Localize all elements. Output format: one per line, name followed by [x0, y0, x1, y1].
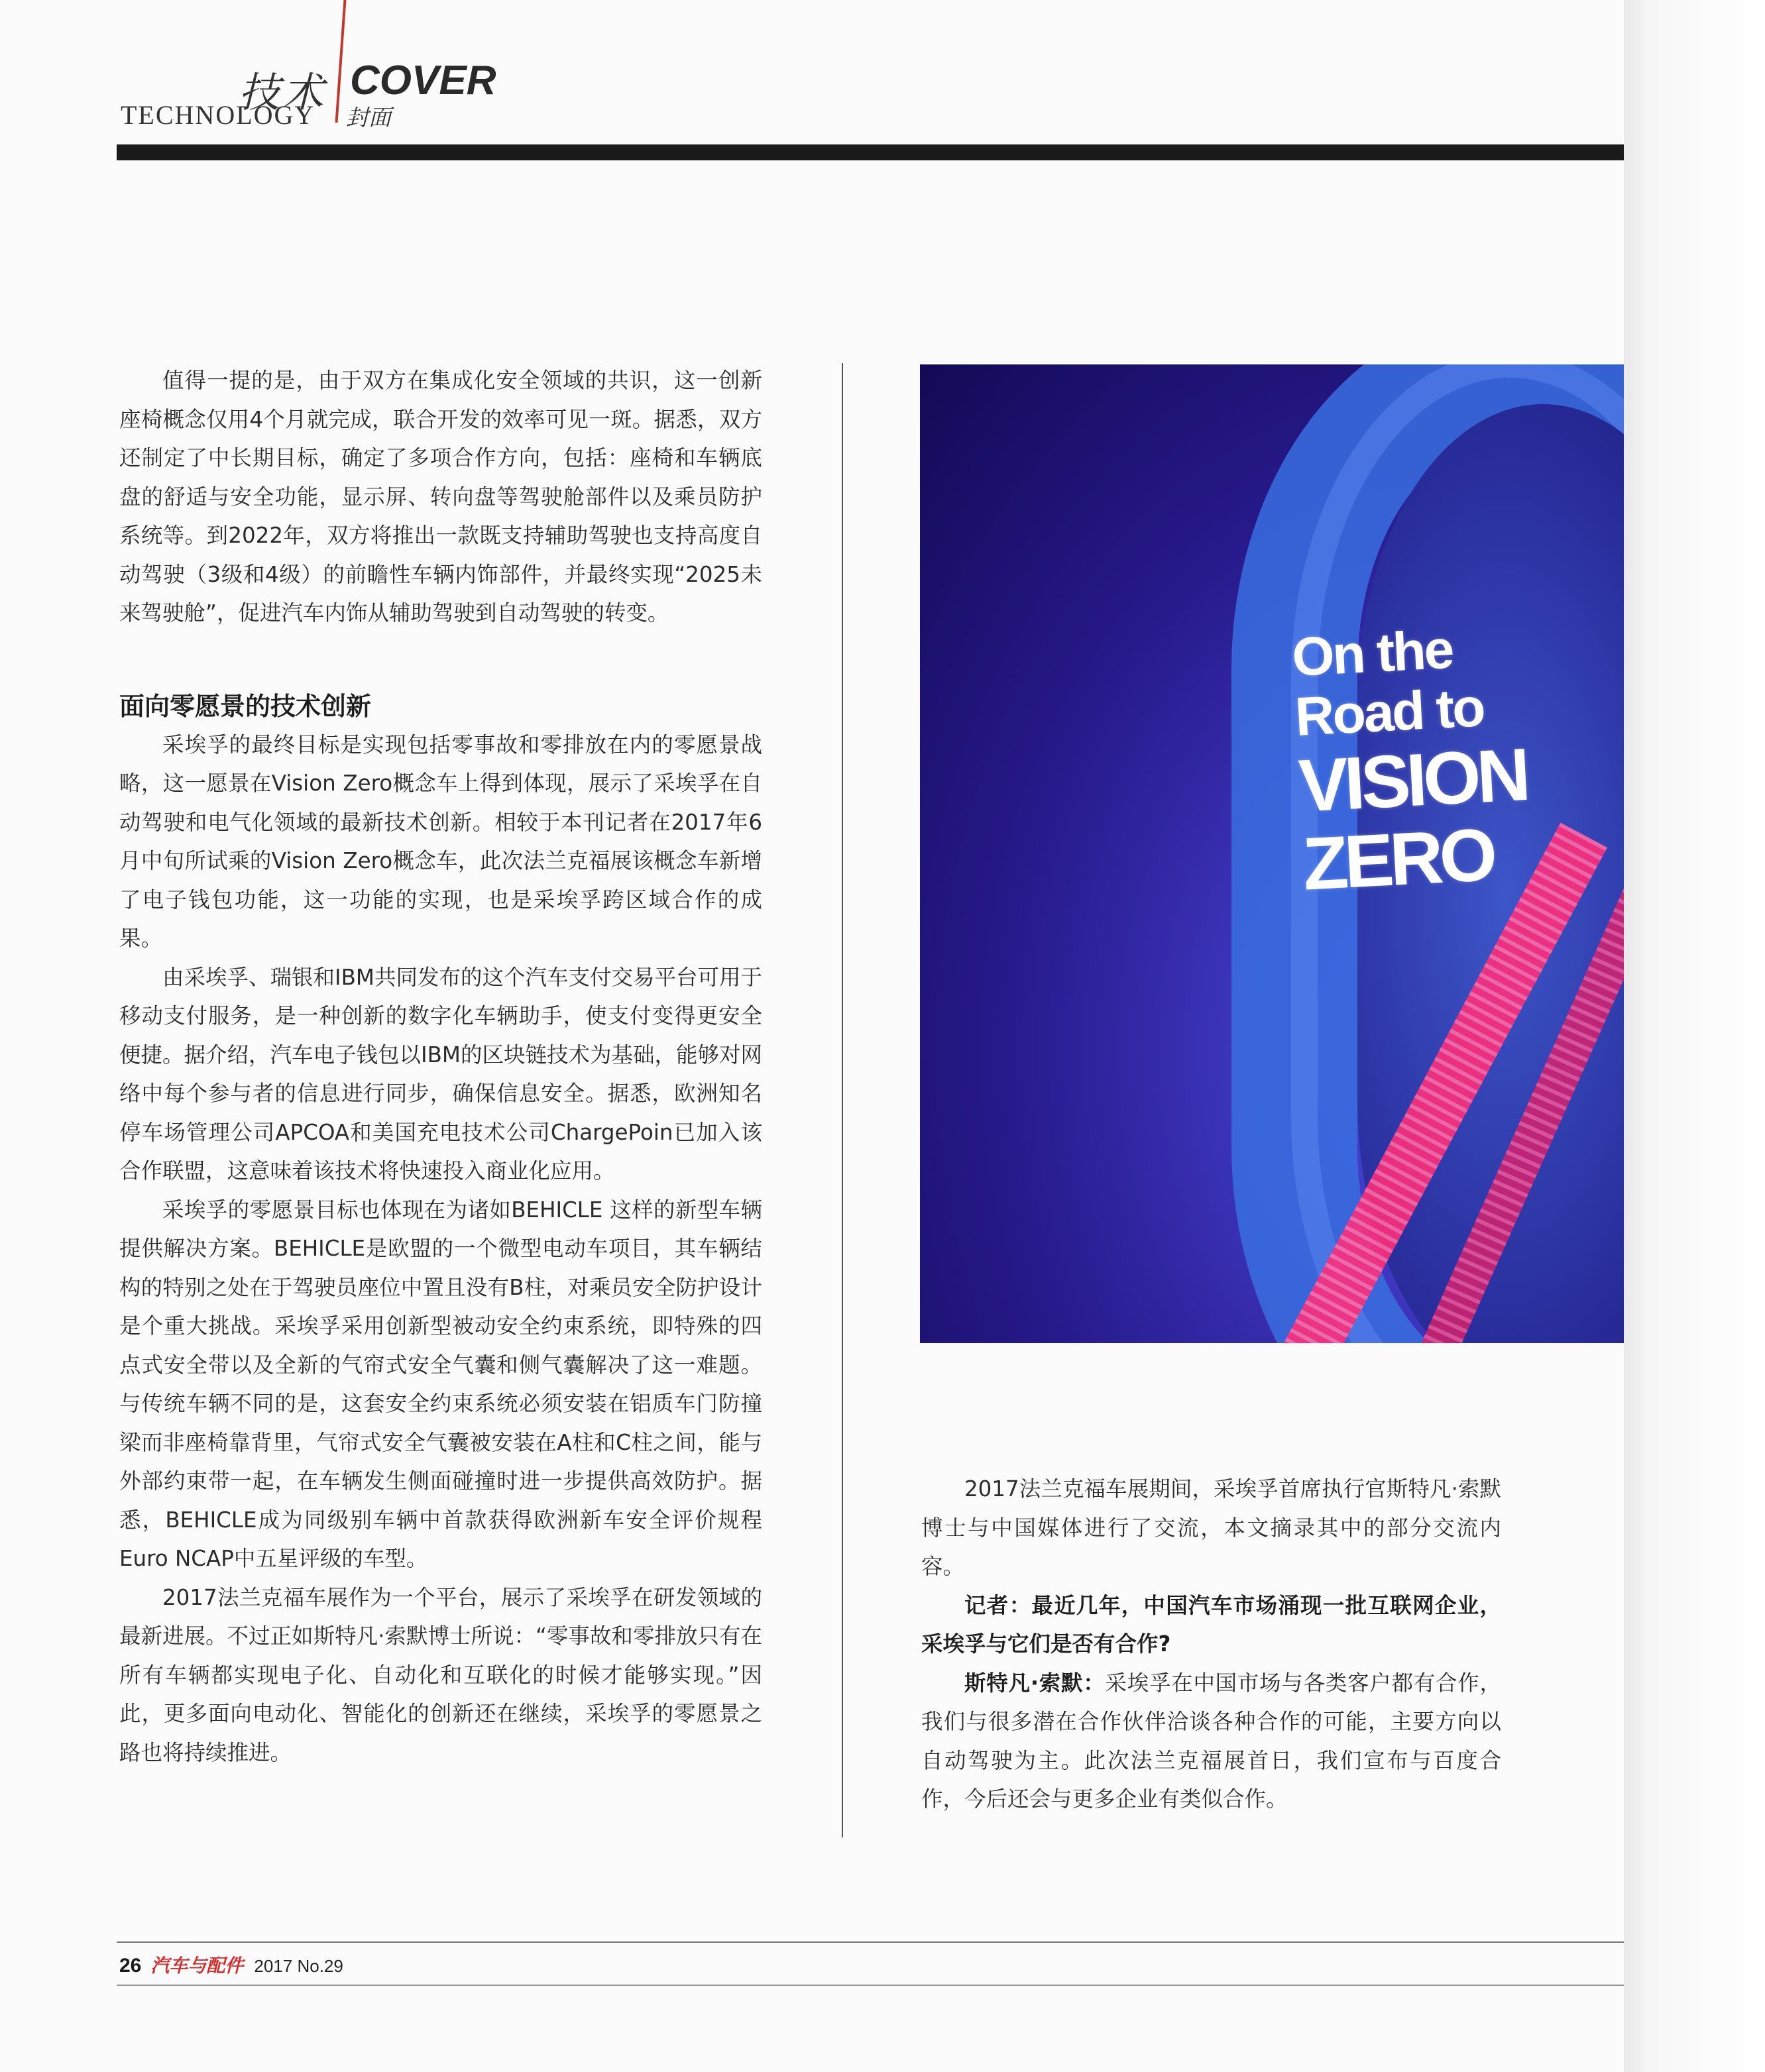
page-spine — [1624, 0, 1765, 2072]
issue-number: 2017 No.29 — [254, 1956, 343, 1976]
header-bar — [117, 144, 1624, 160]
paragraph-2: 采埃孚的最终目标是实现包括零事故和零排放在内的零愿景战略，这一愿景在Vision Zero概念车上得到体现，展示了采埃孚在自动驾驶和电气化领域的最新技术创新。相较于本刊记者在2017年6月中旬所试乘的Vision Zero概念车，此次法兰克福展该概念车新增了电子钱包功能，这一功能的实现，也是采埃孚跨区域合作的成果。 — [119, 732, 762, 951]
magazine-name: 汽车与配件 — [150, 1955, 244, 1976]
header-divider — [335, 0, 347, 123]
interview-answer — [921, 1664, 1501, 1819]
paragraph-4: 采埃孚的零愿景目标也体现在为诸如BEHICLE 这样的新型车辆提供解决方案。BEHICLE是欧盟的一个微型电动车项目，其车辆结构的特别之处在于驾驶员座位中置且没有B柱，对乘员安全防护设计是个重大挑战。采埃孚采用创新型被动安全约束系统，即特殊的四点式安全带以及全新的气帘式安全气囊和侧气囊解决了这一难题。与传统车辆不同的是，这套安全约束系统必须安装在铝质车门防撞梁而非座椅靠背里，气帘式安全气囊被安装在A柱和C柱之间，能与外部约束带一起，在车辆发生侧面碰撞时进一步提供高效防护。据悉，BEHICLE成为同级别车辆中首款获得欧洲新车安全评价规程Euro NCAP中五星评级的车型。 — [119, 1197, 762, 1571]
left-column — [119, 361, 762, 1772]
sign-line-1: On the — [1290, 619, 1454, 688]
page-number: 26 — [119, 1955, 142, 1977]
cover-label-en: COVER — [350, 58, 496, 103]
paragraph-3: 由采埃孚、瑞银和IBM共同发布的这个汽车支付交易平台可用于移动支付服务，是一种创新的数字化车辆助手，使支付变得更安全便捷。据介绍，汽车电子钱包以IBM的区块链技术为基础，能够对网络中每个参与者的信息进行同步，确保信息安全。据悉，欧洲知名停车场管理公司APCOA和美国充电技术公司ChargePoin已加入该合作联盟，这意味着该技术将快速投入商业化应用。 — [119, 964, 762, 1183]
vision-zero-sign — [1290, 618, 1529, 906]
paragraph-5: 2017法兰克福车展作为一个平台，展示了采埃孚在研发领域的最新进展。不过正如斯特凡·索默博士所说：“零事故和零排放只有在所有车辆都实现电子化、自动化和互联化的时候才能够实现。”因此，更多面向电动化、智能化的创新还在继续，采埃孚的零愿景之路也将持续推进。 — [119, 1584, 762, 1765]
answer-text: 采埃孚在中国市场与各类客户都有合作，我们与很多潜在合作伙伴洽谈各种合作的可能，主要方向以自动驾驶为主。此次法兰克福展首日，我们宣布与百度合作，今后还会与更多企业有类似合作。 — [921, 1670, 1501, 1812]
footer-rule — [117, 1941, 1624, 1943]
interview-question: 记者：最近几年，中国汽车市场涌现一批互联网企业，采埃孚与它们是否有合作? — [921, 1592, 1501, 1657]
section-title-cn: 技术 — [239, 68, 327, 117]
footer — [119, 1951, 343, 1978]
footer-rule-bottom — [117, 1985, 1624, 1986]
cover-label-cn: 封面 — [346, 105, 391, 131]
section-heading: 面向零愿景的技术创新 — [119, 691, 372, 721]
section-title-en: TECHNOLOGY — [121, 100, 315, 130]
paragraph-1: 值得一提的是，由于双方在集成化安全领域的共识，这一创新座椅概念仅用4个月就完成，联合开发的效率可见一斑。据悉，双方还制定了中长期目标，确定了多项合作方向，包括：座椅和车辆底盘的舒适与安全功能，显示屏、转向盘等驾驶舱部件以及乘员防护系统等。到2022年，双方将推出一款既支持辅助驾驶也支持高度自动驾驶（3级和4级）的前瞻性车辆内饰部件，并最终实现“2025未来驾驶舱”，促进汽车内饰从辅助驾驶到自动驾驶的转变。 — [119, 368, 762, 626]
sign-line-4: ZERO — [1300, 812, 1495, 906]
speaker-name: 斯特凡·索默： — [964, 1670, 1106, 1696]
column-divider — [842, 363, 843, 1837]
interview-intro: 2017法兰克福车展期间，采埃孚首席执行官斯特凡·索默博士与中国媒体进行了交流，本文摘录其中的部分交流内容。 — [921, 1476, 1501, 1579]
right-column — [921, 1470, 1501, 1819]
vision-zero-photo — [920, 364, 1624, 1343]
sign-line-2: Road to — [1293, 677, 1485, 747]
sign-line-3: VISION — [1296, 732, 1529, 828]
